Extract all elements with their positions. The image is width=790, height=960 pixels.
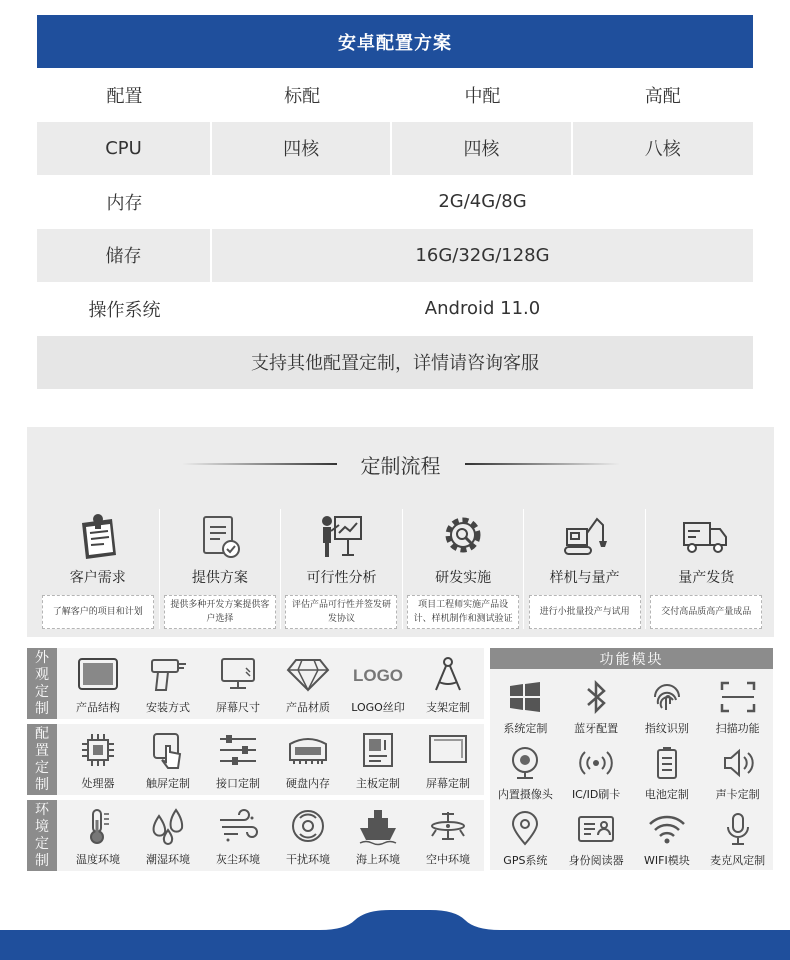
option-label: LOGO丝印	[351, 701, 405, 714]
spec-table	[37, 15, 753, 388]
group-items	[63, 648, 483, 719]
function-item	[561, 806, 632, 872]
cell-value: Android 11.0	[424, 298, 541, 320]
process-title: 定制流程	[360, 453, 441, 478]
process-step	[523, 509, 645, 629]
side-char: 制	[35, 852, 49, 869]
step-name: 提供方案	[191, 570, 248, 586]
excavator-icon	[559, 511, 611, 561]
speaker-icon	[717, 744, 759, 782]
spec-row-storage	[37, 229, 753, 283]
side-char: 制	[35, 700, 49, 717]
function-item	[490, 806, 561, 872]
side-char: 置	[35, 742, 49, 759]
drill-icon	[146, 654, 190, 694]
option-item	[413, 648, 483, 719]
cell-value: 四核	[392, 122, 572, 176]
option-label: 空中环境	[426, 853, 470, 866]
divider	[182, 463, 337, 465]
option-item	[413, 800, 483, 871]
config-custom-group	[27, 724, 484, 795]
sliders-icon	[216, 730, 260, 770]
function-label: WIFI模块	[644, 854, 690, 867]
step-desc: 项目工程师实施产品设计、样机制作和测试验证	[407, 595, 519, 629]
fingerprint-icon	[646, 678, 688, 716]
function-item	[561, 740, 632, 806]
function-item	[632, 806, 703, 872]
function-row	[490, 674, 773, 740]
step-desc: 评估产品可行性并签发研发协议	[285, 595, 397, 629]
function-label: 身份阅读器	[568, 854, 624, 867]
option-item	[133, 800, 203, 871]
svg-text:LOGO: LOGO	[352, 666, 404, 685]
thermometer-icon	[76, 806, 120, 846]
webcam-icon	[504, 744, 546, 782]
truck-icon	[680, 511, 732, 561]
spec-header-row	[37, 68, 753, 122]
spec-footer-note: 支持其他配置定制，详情请咨询客服	[37, 336, 753, 389]
option-item	[63, 800, 133, 871]
side-char: 境	[35, 818, 49, 835]
process-step	[402, 509, 524, 629]
monitor-icon	[216, 654, 260, 694]
function-item	[632, 674, 703, 740]
option-item	[343, 800, 413, 871]
appearance-custom-group	[27, 648, 484, 719]
group-items	[63, 724, 483, 795]
step-name: 量产发货	[678, 570, 735, 586]
option-item	[203, 648, 273, 719]
wind-icon	[216, 806, 260, 846]
logo-icon	[352, 654, 404, 694]
airplane-icon	[426, 806, 470, 846]
spec-row-memory	[37, 175, 753, 229]
step-desc: 进行小批量投产与试用	[529, 595, 641, 629]
function-label: 系统定制	[503, 722, 548, 735]
diamond-icon	[286, 654, 330, 694]
option-item	[343, 724, 413, 795]
function-row	[490, 740, 773, 806]
step-desc: 提供多种开发方案提供客户选择	[164, 595, 276, 629]
option-label: 干扰环境	[286, 853, 330, 866]
group-side-label	[27, 724, 57, 795]
spec-row-os	[37, 282, 753, 336]
col-header-mid: 中配	[464, 85, 501, 107]
option-label: 硬盘内存	[286, 777, 330, 790]
step-name: 可行性分析	[306, 570, 377, 586]
function-label: 声卡定制	[715, 788, 760, 801]
option-label: 处理器	[81, 777, 115, 790]
option-label: 主板定制	[356, 777, 400, 790]
cell-value: 八核	[644, 139, 681, 161]
function-item	[561, 674, 632, 740]
step-name: 客户需求	[69, 570, 126, 586]
interference-icon	[286, 806, 330, 846]
function-label: 蓝牙配置	[574, 722, 619, 735]
scan-icon	[717, 678, 759, 716]
compass-icon	[426, 654, 470, 694]
side-char: 定	[35, 759, 49, 776]
ram-icon	[286, 730, 330, 770]
option-item	[273, 800, 343, 871]
touch-icon	[146, 730, 190, 770]
custom-process-section	[27, 427, 774, 637]
environment-custom-group	[27, 800, 484, 871]
option-label: 海上环境	[356, 853, 400, 866]
document-check-icon	[194, 511, 246, 561]
step-name: 研发实施	[435, 570, 492, 586]
spec-title: 安卓配置方案	[37, 15, 753, 68]
chip-icon	[76, 730, 120, 770]
presentation-icon	[315, 511, 367, 561]
battery-icon	[646, 744, 688, 782]
col-header-config: 配置	[106, 85, 143, 107]
gear-search-icon	[437, 511, 489, 561]
function-grid	[490, 674, 773, 872]
option-item	[273, 648, 343, 719]
option-label: 安装方式	[146, 701, 190, 714]
option-label: 温度环境	[76, 853, 120, 866]
function-label: 扫描功能	[715, 722, 760, 735]
ship-icon	[356, 806, 400, 846]
group-side-label	[27, 800, 57, 871]
function-label: 麦克风定制	[710, 854, 766, 867]
option-item	[413, 724, 483, 795]
function-item	[702, 740, 773, 806]
board-icon	[356, 730, 400, 770]
function-label: 指纹识别	[644, 722, 689, 735]
side-char: 制	[35, 776, 49, 793]
function-label: 内置摄像头	[497, 788, 553, 801]
group-items	[63, 800, 483, 871]
function-item	[490, 740, 561, 806]
col-header-standard: 标配	[284, 85, 321, 107]
side-char: 环	[35, 801, 49, 818]
row-label: 操作系统	[88, 299, 161, 321]
spec-row-cpu	[37, 122, 753, 176]
process-header	[27, 449, 774, 479]
divider	[465, 463, 620, 465]
row-label: 储存	[37, 229, 212, 283]
id-card-icon	[575, 810, 617, 848]
option-label: 屏幕尺寸	[216, 701, 260, 714]
cell-value: 四核	[212, 122, 392, 176]
option-item	[133, 648, 203, 719]
process-step	[280, 509, 402, 629]
function-item	[702, 674, 773, 740]
function-title: 功能模块	[490, 648, 773, 669]
frame-icon	[426, 730, 470, 770]
side-char: 外	[35, 649, 49, 666]
row-label: 内存	[106, 192, 143, 214]
option-label: 潮湿环境	[146, 853, 190, 866]
side-char: 观	[35, 666, 49, 683]
side-char: 定	[35, 835, 49, 852]
function-label: GPS系统	[503, 854, 548, 867]
bluetooth-icon	[575, 678, 617, 716]
option-item	[343, 648, 413, 719]
group-side-label	[27, 648, 57, 719]
option-label: 灰尘环境	[216, 853, 260, 866]
windows-icon	[504, 678, 546, 716]
function-item	[702, 806, 773, 872]
option-item	[203, 800, 273, 871]
option-label: 接口定制	[216, 777, 260, 790]
wifi-icon	[646, 810, 688, 848]
function-row	[490, 806, 773, 872]
tablet-icon	[76, 654, 120, 694]
process-step	[645, 509, 767, 629]
nfc-icon	[575, 744, 617, 782]
step-name: 样机与量产	[549, 570, 620, 586]
option-label: 支架定制	[426, 701, 470, 714]
function-label: 电池定制	[644, 788, 689, 801]
option-item	[63, 724, 133, 795]
option-item	[63, 648, 133, 719]
microphone-icon	[717, 810, 759, 848]
footer-banner	[0, 908, 790, 960]
option-item	[133, 724, 203, 795]
location-icon	[504, 810, 546, 848]
option-label: 屏幕定制	[426, 777, 470, 790]
function-module-panel	[490, 648, 773, 870]
option-label: 产品材质	[286, 701, 330, 714]
process-step	[159, 509, 281, 629]
col-header-high: 高配	[644, 85, 681, 107]
step-desc: 了解客户的项目和计划	[42, 595, 154, 629]
function-item	[490, 674, 561, 740]
function-label: IC/ID刷卡	[571, 788, 621, 801]
step-desc: 交付高品质高产量成品	[650, 595, 762, 629]
droplets-icon	[146, 806, 190, 846]
side-char: 配	[35, 725, 49, 742]
side-char: 定	[35, 683, 49, 700]
cell-value: 2G/4G/8G	[438, 191, 527, 213]
process-steps	[37, 509, 767, 629]
clipboard-pin-icon	[72, 511, 124, 561]
option-item	[273, 724, 343, 795]
process-step	[37, 509, 159, 629]
cell-value: 16G/32G/128G	[415, 244, 550, 266]
row-label: CPU	[37, 122, 212, 176]
option-label: 触屏定制	[146, 777, 190, 790]
option-item	[203, 724, 273, 795]
option-label: 产品结构	[76, 701, 120, 714]
function-item	[632, 740, 703, 806]
